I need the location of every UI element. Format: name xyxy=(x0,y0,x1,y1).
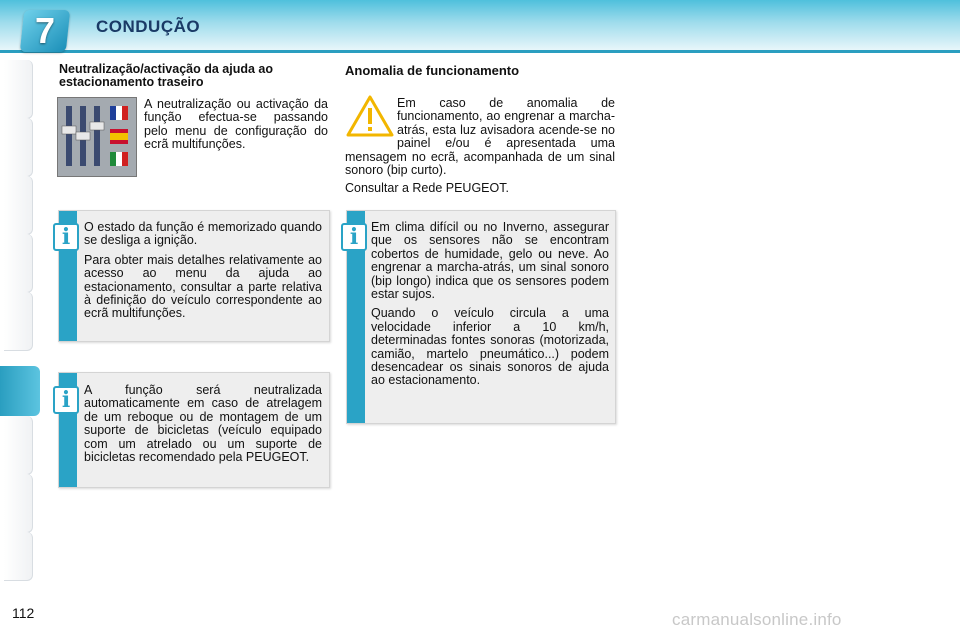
side-tab[interactable] xyxy=(4,60,33,119)
info-box-trailer-text xyxy=(84,384,322,470)
info-icon: i xyxy=(53,223,79,251)
side-tab[interactable] xyxy=(4,474,33,533)
anomaly-paragraph: Consultar a Rede PEUGEOT. xyxy=(345,181,509,196)
side-tab[interactable] xyxy=(4,532,33,581)
side-tab[interactable] xyxy=(4,234,33,293)
side-tab[interactable] xyxy=(4,416,33,475)
anomaly-heading: Anomalia de funcionamento xyxy=(345,63,520,78)
info-paragraph: O estado da função é memorizado quando se desliga a ignição. xyxy=(84,220,322,248)
page-number: 112 xyxy=(12,605,35,621)
chapter-number: 7 xyxy=(34,10,56,51)
info-icon: i xyxy=(53,386,79,414)
side-tab[interactable] xyxy=(4,118,33,177)
chapter-side-tabs xyxy=(0,60,34,580)
chapter-title: CONDUÇÃO xyxy=(96,17,201,36)
anomaly-text xyxy=(345,97,615,201)
anomaly-paragraph: Em caso de anomalia de funcionamento, ao engrenar a marcha-atrás, esta luz avisadora acende-se no painel e/ou é apresentada uma mensagem no ecrã, acompanhada de um sinal sonoro (bip curto). xyxy=(345,96,615,178)
watermark: carmanualsonline.info xyxy=(672,610,842,629)
side-tab[interactable] xyxy=(4,292,33,351)
info-paragraph: Em clima difícil ou no Inverno, assegurar que os sensores não se encontram cobertos de humidade, gelo ou neve. Ao engrenar a marcha-atrás, um sinal sonoro (bip longo) indica que os sensores podem estar sujos. xyxy=(371,220,609,302)
header-divider xyxy=(0,50,960,53)
section-intro: A neutralização ou activação da função efectua-se passando pelo menu de configuração do ecrã multifunções. xyxy=(144,97,328,152)
multifunction-display-image xyxy=(57,97,137,177)
flag-spain-icon xyxy=(110,129,128,144)
section-heading: Neutralização/activação da ajuda ao estacionamento traseiro xyxy=(59,62,273,89)
flag-italy-icon xyxy=(110,152,128,166)
side-tab-active[interactable] xyxy=(0,366,40,416)
info-icon: i xyxy=(341,223,367,251)
side-tab[interactable] xyxy=(4,176,33,235)
info-box-winter-text xyxy=(371,221,609,394)
info-box-memorized-text xyxy=(84,221,322,327)
flag-france-icon xyxy=(110,106,128,120)
info-paragraph: Quando o veículo circula a uma velocidade inferior a 10 km/h, determinadas fontes sonoras (motorizada, camião, martelo pneumático...) podem desencadear os sinais sonoros de ajuda ao estacionamento. xyxy=(371,306,609,388)
info-paragraph: Para obter mais detalhes relativamente ao acesso ao menu da ajuda ao estacionamento, consultar a parte relativa à definição do veículo correspondente ao ecrã multifunções. xyxy=(84,252,322,321)
info-paragraph: A função será neutralizada automaticamente em caso de atrelagem de um reboque ou de montagem de um suporte de bicicletas (veículo equipado com um atrelado ou um suporte de bicicletas recomendado pela PEUGEOT. xyxy=(84,383,322,465)
